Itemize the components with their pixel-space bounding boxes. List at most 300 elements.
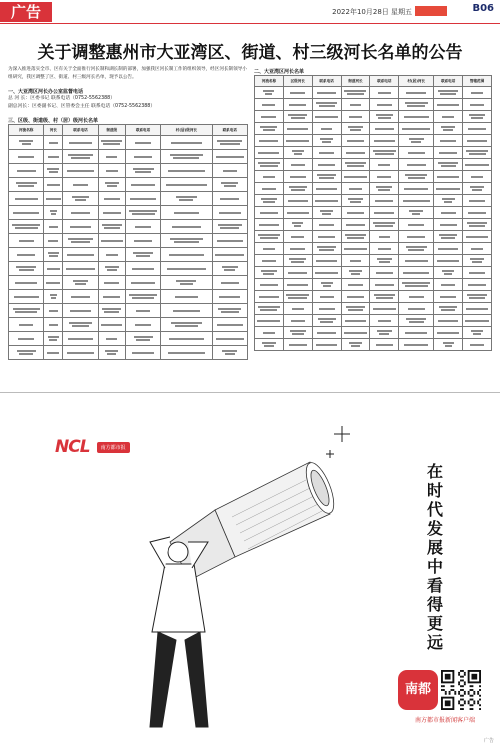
- table-cell: [161, 332, 212, 346]
- table-cell: [44, 276, 63, 290]
- table-cell: [63, 220, 98, 234]
- table-cell: [341, 171, 370, 183]
- section-3-title: 三、区级、街道级、村（居）级河长名单: [8, 118, 99, 124]
- table-cell: [125, 290, 160, 304]
- slogan-char: 在: [426, 462, 443, 481]
- table-cell: [161, 220, 212, 234]
- table-cell: [44, 234, 63, 248]
- table-row: [9, 192, 248, 206]
- table-cell: [312, 183, 341, 195]
- table-cell: [63, 206, 98, 220]
- table-cell: [283, 315, 312, 327]
- table-row: [255, 147, 492, 159]
- table-cell: [63, 150, 98, 164]
- table-cell: [463, 195, 492, 207]
- table-cell: [399, 255, 434, 267]
- table-cell: [312, 135, 341, 147]
- table-cell: [370, 279, 399, 291]
- table-cell: [312, 99, 341, 111]
- table-cell: [161, 318, 212, 332]
- table-row: [9, 304, 248, 318]
- table-cell: [9, 346, 44, 360]
- table-cell: [370, 99, 399, 111]
- table-cell: [161, 276, 212, 290]
- table-cell: [255, 291, 284, 303]
- table-cell: [212, 262, 247, 276]
- table-cell: [63, 136, 98, 150]
- table-cell: [283, 171, 312, 183]
- table-cell: [161, 290, 212, 304]
- table-cell: [212, 304, 247, 318]
- table-cell: [255, 267, 284, 279]
- slogan-char: 得: [426, 595, 443, 614]
- table-cell: [283, 303, 312, 315]
- table-cell: [341, 183, 370, 195]
- table-cell: [125, 192, 160, 206]
- table-cell: [44, 318, 63, 332]
- table-cell: [161, 136, 212, 150]
- table-cell: [9, 220, 44, 234]
- table-header: 联系电话: [63, 125, 98, 136]
- table-cell: [212, 276, 247, 290]
- notice-right-column: [254, 62, 492, 351]
- table-cell: [161, 234, 212, 248]
- table-cell: [341, 111, 370, 123]
- section-1-title: 一、大亚湾区河长办公室监督电话: [8, 89, 84, 95]
- table-cell: [9, 150, 44, 164]
- table-cell: [125, 276, 160, 290]
- slogan-char: 时: [426, 481, 443, 500]
- table-cell: [341, 255, 370, 267]
- table-cell: [312, 195, 341, 207]
- table-cell: [434, 279, 463, 291]
- table-cell: [463, 267, 492, 279]
- table-cell: [434, 219, 463, 231]
- table-cell: [9, 248, 44, 262]
- table-cell: [312, 171, 341, 183]
- table-header: 联系电话: [125, 125, 160, 136]
- table-cell: [463, 243, 492, 255]
- table-cell: [370, 315, 399, 327]
- table-cell: [255, 243, 284, 255]
- table-cell: [370, 339, 399, 351]
- table-cell: [434, 111, 463, 123]
- table-cell: [98, 192, 125, 206]
- table-cell: [463, 207, 492, 219]
- table-cell: [370, 183, 399, 195]
- table-cell: [312, 87, 341, 99]
- table-cell: [98, 290, 125, 304]
- table-cell: [255, 207, 284, 219]
- table-cell: [370, 171, 399, 183]
- table-cell: [283, 207, 312, 219]
- ad-slogan: [420, 462, 450, 652]
- table-cell: [125, 178, 160, 192]
- sparkle-icon: [326, 426, 350, 458]
- table-cell: [161, 346, 212, 360]
- table-cell: [212, 332, 247, 346]
- table-cell: [463, 183, 492, 195]
- table-cell: [255, 327, 284, 339]
- slogan-char: 展: [426, 538, 443, 557]
- issue-date: 2022年10月28日 星期五: [332, 8, 412, 16]
- slogan-char: 发: [426, 519, 443, 538]
- table-cell: [9, 318, 44, 332]
- table-cell: [98, 136, 125, 150]
- table-cell: [161, 178, 212, 192]
- table-cell: [98, 150, 125, 164]
- table-cell: [63, 262, 98, 276]
- contact-line: 总 河 长：区委书记 联系电话（0752-5562388）: [8, 96, 116, 101]
- table-cell: [399, 327, 434, 339]
- table-cell: [434, 99, 463, 111]
- river-chief-table-left: [8, 124, 248, 360]
- table-row: [255, 87, 492, 99]
- table-cell: [255, 99, 284, 111]
- table-cell: [312, 219, 341, 231]
- table-cell: [434, 183, 463, 195]
- table-cell: [312, 231, 341, 243]
- table-cell: [98, 178, 125, 192]
- table-cell: [399, 231, 434, 243]
- notice-left-column: [8, 62, 248, 360]
- table-cell: [370, 123, 399, 135]
- table-cell: [463, 255, 492, 267]
- table-cell: [399, 267, 434, 279]
- table-cell: [44, 150, 63, 164]
- table-cell: [255, 303, 284, 315]
- table-cell: [283, 267, 312, 279]
- table-cell: [9, 136, 44, 150]
- table-cell: [125, 332, 160, 346]
- table-cell: [341, 267, 370, 279]
- table-cell: [125, 164, 160, 178]
- table-cell: [434, 195, 463, 207]
- table-header: 联系电话: [434, 76, 463, 87]
- table-cell: [125, 304, 160, 318]
- table-cell: [63, 248, 98, 262]
- table-cell: [63, 192, 98, 206]
- table-cell: [283, 255, 312, 267]
- ad-label: 广告: [483, 738, 494, 744]
- table-cell: [463, 315, 492, 327]
- section-tag: 广告: [0, 2, 52, 22]
- table-cell: [341, 159, 370, 171]
- table-cell: [312, 123, 341, 135]
- table-cell: [312, 327, 341, 339]
- table-cell: [399, 99, 434, 111]
- table-cell: [125, 262, 160, 276]
- table-cell: [212, 192, 247, 206]
- notice-intro: 为深入推进落实全市、区有关于全面推行河长制和湖长制的部署，加强我区河长制工作的组织领导，经区河长制领导小组研究，我区调整了区、街道、村三级河长名单，现予以公告。: [8, 67, 247, 80]
- contact-line: 副总河长：区委副书记、区管委会主任 联系电话（0752-5562388）: [8, 104, 156, 109]
- table-cell: [212, 234, 247, 248]
- table-row: [9, 136, 248, 150]
- table-cell: [63, 332, 98, 346]
- table-row: [255, 135, 492, 147]
- table-cell: [44, 206, 63, 220]
- table-cell: [63, 178, 98, 192]
- table-cell: [370, 219, 399, 231]
- table-cell: [341, 123, 370, 135]
- table-cell: [63, 346, 98, 360]
- table-cell: [463, 231, 492, 243]
- table-header: 联系电话: [370, 76, 399, 87]
- table-cell: [434, 171, 463, 183]
- table-cell: [125, 206, 160, 220]
- table-cell: [212, 318, 247, 332]
- table-cell: [255, 135, 284, 147]
- table-cell: [255, 255, 284, 267]
- table-cell: [255, 231, 284, 243]
- table-cell: [434, 231, 463, 243]
- table-row: [9, 178, 248, 192]
- table-cell: [98, 346, 125, 360]
- table-header: 管辖范围: [463, 76, 492, 87]
- table-cell: [255, 123, 284, 135]
- table-cell: [370, 327, 399, 339]
- table-cell: [283, 87, 312, 99]
- table-row: [255, 159, 492, 171]
- table-cell: [463, 159, 492, 171]
- table-row: [255, 99, 492, 111]
- table-cell: [44, 248, 63, 262]
- table-cell: [255, 87, 284, 99]
- table-cell: [63, 276, 98, 290]
- table-cell: [370, 111, 399, 123]
- table-cell: [98, 304, 125, 318]
- table-header: 村(居)级河长: [161, 125, 212, 136]
- table-cell: [312, 147, 341, 159]
- table-cell: [399, 135, 434, 147]
- table-cell: [125, 220, 160, 234]
- table-cell: [212, 346, 247, 360]
- table-header: 街道河长: [341, 76, 370, 87]
- table-cell: [98, 220, 125, 234]
- table-cell: [63, 164, 98, 178]
- table-row: [9, 332, 248, 346]
- table-cell: [312, 291, 341, 303]
- table-cell: [463, 123, 492, 135]
- table-cell: [399, 279, 434, 291]
- qr-code-icon[interactable]: [441, 670, 481, 710]
- table-cell: [370, 135, 399, 147]
- table-cell: [161, 150, 212, 164]
- table-cell: [434, 87, 463, 99]
- table-cell: [370, 231, 399, 243]
- table-cell: [370, 303, 399, 315]
- table-cell: [212, 178, 247, 192]
- table-cell: [399, 183, 434, 195]
- table-header: 河流名称: [9, 125, 44, 136]
- table-row: [9, 206, 248, 220]
- table-cell: [212, 164, 247, 178]
- table-cell: [161, 206, 212, 220]
- table-cell: [283, 159, 312, 171]
- table-cell: [312, 243, 341, 255]
- table-cell: [283, 99, 312, 111]
- table-cell: [255, 171, 284, 183]
- table-cell: [283, 147, 312, 159]
- advertisement: [0, 392, 500, 750]
- page-header: [0, 0, 500, 24]
- logo-pill: 南方都市报: [97, 442, 130, 453]
- table-cell: [399, 207, 434, 219]
- table-row: [255, 171, 492, 183]
- table-cell: [9, 276, 44, 290]
- table-cell: [370, 87, 399, 99]
- table-cell: [98, 262, 125, 276]
- slogan-char: 代: [426, 500, 443, 519]
- table-row: [9, 248, 248, 262]
- table-cell: [434, 255, 463, 267]
- table-cell: [399, 87, 434, 99]
- table-cell: [434, 243, 463, 255]
- notice-headline: 关于调整惠州市大亚湾区、街道、村三级河长名单的公告: [37, 43, 463, 63]
- table-cell: [434, 303, 463, 315]
- table-cell: [399, 195, 434, 207]
- table-row: [9, 220, 248, 234]
- table-cell: [255, 159, 284, 171]
- table-cell: [283, 279, 312, 291]
- table-cell: [312, 159, 341, 171]
- table-cell: [98, 234, 125, 248]
- table-row: [9, 346, 248, 360]
- table-cell: [341, 147, 370, 159]
- table-cell: [283, 291, 312, 303]
- table-row: [255, 339, 492, 351]
- table-cell: [341, 231, 370, 243]
- table-cell: [463, 171, 492, 183]
- table-row: [9, 262, 248, 276]
- table-row: [255, 291, 492, 303]
- table-row: [9, 164, 248, 178]
- app-caption: 南方都市报新闻客户端: [414, 717, 475, 724]
- table-cell: [44, 220, 63, 234]
- table-cell: [255, 195, 284, 207]
- table-cell: [255, 183, 284, 195]
- table-cell: [63, 290, 98, 304]
- table-cell: [9, 304, 44, 318]
- notice-body: [8, 62, 492, 380]
- table-cell: [341, 207, 370, 219]
- table-cell: [98, 276, 125, 290]
- table-cell: [161, 248, 212, 262]
- table-cell: [283, 135, 312, 147]
- table-row: [9, 290, 248, 304]
- table-cell: [341, 243, 370, 255]
- table-cell: [44, 178, 63, 192]
- table-header: 街道级: [98, 125, 125, 136]
- table-header: 联系电话: [212, 125, 247, 136]
- table-cell: [399, 111, 434, 123]
- table-cell: [370, 267, 399, 279]
- table-row: [255, 195, 492, 207]
- table-cell: [98, 332, 125, 346]
- table-cell: [463, 291, 492, 303]
- table-cell: [98, 164, 125, 178]
- table-row: [9, 276, 248, 290]
- table-row: [255, 207, 492, 219]
- table-header: 村(居)河长: [399, 76, 434, 87]
- table-cell: [125, 248, 160, 262]
- table-cell: [312, 207, 341, 219]
- table-cell: [44, 164, 63, 178]
- table-cell: [44, 262, 63, 276]
- table-cell: [341, 315, 370, 327]
- table-row: [255, 315, 492, 327]
- table-header: 河流名称: [255, 76, 284, 87]
- table-cell: [283, 111, 312, 123]
- table-cell: [44, 332, 63, 346]
- table-header: 河长: [44, 125, 63, 136]
- table-cell: [9, 290, 44, 304]
- table-row: [9, 318, 248, 332]
- table-cell: [63, 234, 98, 248]
- table-header: 联系电话: [312, 76, 341, 87]
- table-cell: [399, 291, 434, 303]
- header-rule: [0, 23, 500, 24]
- table-cell: [434, 207, 463, 219]
- table-cell: [9, 332, 44, 346]
- table-cell: [312, 303, 341, 315]
- table-cell: [399, 315, 434, 327]
- table-cell: [312, 255, 341, 267]
- table-cell: [463, 87, 492, 99]
- table-row: [9, 150, 248, 164]
- table-cell: [9, 262, 44, 276]
- table-cell: [370, 147, 399, 159]
- table-cell: [255, 111, 284, 123]
- table-cell: [434, 123, 463, 135]
- table-cell: [399, 303, 434, 315]
- table-row: [255, 183, 492, 195]
- table-row: [9, 234, 248, 248]
- table-cell: [463, 279, 492, 291]
- table-cell: [44, 136, 63, 150]
- table-cell: [370, 159, 399, 171]
- table-cell: [9, 234, 44, 248]
- table-cell: [312, 279, 341, 291]
- app-badge: 南都: [398, 670, 438, 710]
- table-cell: [463, 111, 492, 123]
- table-cell: [341, 219, 370, 231]
- table-cell: [434, 159, 463, 171]
- table-cell: [212, 248, 247, 262]
- table-cell: [399, 219, 434, 231]
- table-cell: [125, 150, 160, 164]
- table-cell: [98, 248, 125, 262]
- table-cell: [399, 243, 434, 255]
- table-cell: [255, 339, 284, 351]
- table-cell: [125, 318, 160, 332]
- table-cell: [341, 195, 370, 207]
- table-cell: [370, 255, 399, 267]
- table-cell: [312, 267, 341, 279]
- table-cell: [463, 339, 492, 351]
- table-row: [255, 243, 492, 255]
- table-cell: [341, 291, 370, 303]
- table-cell: [212, 150, 247, 164]
- table-cell: [283, 339, 312, 351]
- table-cell: [434, 147, 463, 159]
- table-cell: [98, 206, 125, 220]
- table-cell: [434, 135, 463, 147]
- section-2-title: 二、大亚湾区河长名单: [254, 69, 305, 75]
- table-cell: [370, 291, 399, 303]
- table-cell: [44, 290, 63, 304]
- table-cell: [125, 346, 160, 360]
